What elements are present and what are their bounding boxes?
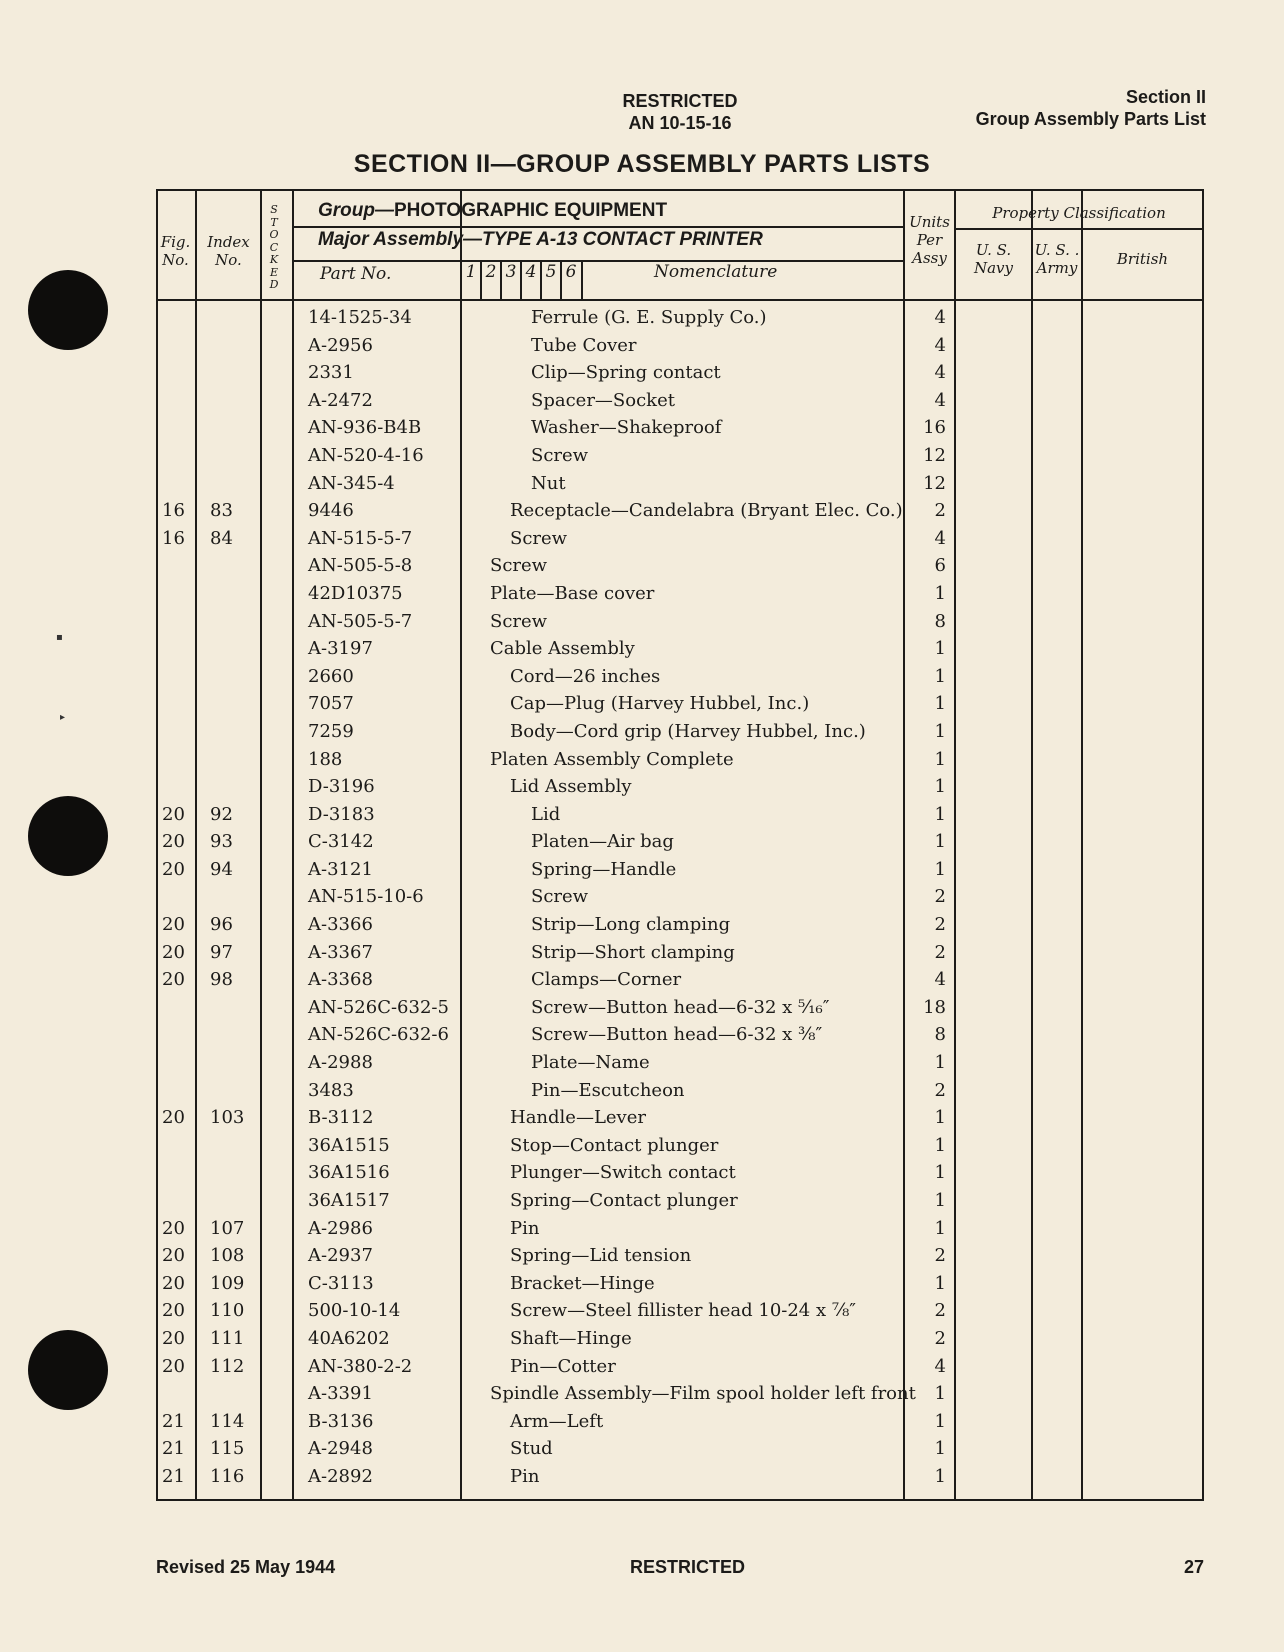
units-cell: 1	[934, 1162, 946, 1184]
units-cell: 4	[934, 1355, 946, 1377]
part-number-cell: A-3391	[308, 1383, 373, 1405]
nomenclature-cell: Plunger—Switch contact	[510, 1162, 736, 1184]
part-number-cell: AN-526C-632-5	[308, 996, 449, 1018]
nomenclature-cell: Washer—Shakeproof	[531, 417, 722, 439]
nomenclature-cell: Body—Cord grip (Harvey Hubbel, Inc.)	[510, 720, 866, 742]
us-army-heading: U. S. . Army	[1034, 241, 1080, 277]
nomenclature-cell: Lid	[531, 803, 561, 825]
print-mark: ▪	[56, 632, 63, 643]
fig-cell: 16	[162, 527, 185, 549]
table-row	[0, 1380, 1284, 1408]
stocked-heading: S T O C K E D	[269, 203, 279, 291]
fig-cell: 20	[162, 1107, 185, 1129]
part-number-cell: 2660	[308, 665, 354, 687]
group-heading: Group—PHOTOGRAPHIC EQUIPMENT	[318, 200, 668, 221]
units-cell: 4	[934, 307, 946, 328]
major-assembly-heading: Major Assembly—TYPE A-13 CONTACT PRINTER	[318, 229, 763, 250]
fig-cell: 20	[162, 1327, 185, 1349]
nomenclature-cell: Screw—Button head—6-32 x ³⁄₈″	[531, 1024, 823, 1046]
table-row	[0, 746, 1284, 774]
units-cell: 1	[934, 1410, 946, 1432]
fig-cell: 20	[162, 941, 185, 963]
units-cell: 16	[923, 417, 946, 439]
units-cell: 1	[934, 831, 946, 853]
table-row	[0, 1104, 1284, 1132]
index-cell: 108	[210, 1245, 245, 1267]
british-heading: British	[1116, 250, 1169, 268]
units-cell: 12	[923, 472, 946, 494]
digit-heading: 4	[525, 262, 537, 282]
nomenclature-cell: Screw—Steel fillister head 10-24 x ⁷⁄₈″	[510, 1300, 857, 1322]
footer-revision: Revised 25 May 1944	[156, 1557, 336, 1577]
table-row	[0, 552, 1284, 580]
part-number-cell: AN-515-10-6	[308, 886, 424, 908]
table-row	[0, 1159, 1284, 1187]
units-cell: 4	[934, 969, 946, 991]
fig-cell: 21	[162, 1410, 185, 1432]
fig-cell: 21	[162, 1465, 185, 1487]
part-number-cell: AN-380-2-2	[308, 1355, 413, 1377]
table-row	[0, 994, 1284, 1022]
part-number-cell: 9446	[308, 500, 354, 522]
fig-cell: 20	[162, 858, 185, 880]
units-cell: 12	[923, 444, 946, 466]
digit-heading: 5	[545, 262, 557, 282]
part-number-cell: 14-1525-34	[308, 307, 412, 328]
nomenclature-cell: Pin	[510, 1217, 540, 1239]
header-section	[976, 86, 1206, 130]
table-row	[0, 635, 1284, 663]
table-row	[0, 414, 1284, 442]
table-row	[0, 1215, 1284, 1243]
table-row	[0, 939, 1284, 967]
nomenclature-cell: Spacer—Socket	[531, 389, 675, 411]
part-number-cell: D-3183	[308, 803, 375, 825]
fig-cell: 20	[162, 914, 185, 936]
units-cell: 1	[934, 776, 946, 798]
part-number-cell: A-2986	[308, 1217, 373, 1239]
units-cell: 1	[934, 803, 946, 825]
nomenclature-cell: Ferrule (G. E. Supply Co.)	[531, 307, 767, 328]
units-cell: 4	[934, 362, 946, 384]
part-number-cell: 36A1515	[308, 1134, 390, 1156]
index-cell: 114	[210, 1410, 245, 1432]
part-number-cell: 36A1516	[308, 1162, 390, 1184]
header-classification	[560, 90, 800, 134]
part-number-cell: B-3136	[308, 1410, 374, 1432]
nomenclature-cell: Screw	[531, 886, 589, 908]
table-row	[0, 332, 1284, 360]
units-cell: 1	[934, 1107, 946, 1129]
header-section-title: Group Assembly Parts List	[975, 109, 1206, 129]
table-row	[0, 1132, 1284, 1160]
index-cell: 112	[210, 1355, 245, 1377]
units-cell: 2	[934, 914, 946, 936]
fig-cell: 20	[162, 1245, 185, 1267]
fig-cell: 20	[162, 1272, 185, 1294]
fig-cell: 20	[162, 969, 185, 991]
digit-heading: 3	[505, 262, 517, 282]
fig-cell: 20	[162, 1300, 185, 1322]
units-cell: 1	[934, 1383, 946, 1405]
nomenclature-heading: Nomenclature	[654, 262, 778, 282]
part-number-cell: AN-526C-632-6	[308, 1024, 449, 1046]
index-cell: 115	[210, 1438, 245, 1460]
table-row	[0, 828, 1284, 856]
units-cell: 1	[934, 858, 946, 880]
nomenclature-cell: Tube Cover	[531, 334, 637, 356]
part-number-cell: AN-515-5-7	[308, 527, 413, 549]
part-number-cell: A-2892	[308, 1465, 373, 1487]
part-number-cell: A-3367	[308, 941, 373, 963]
part-number-cell: 36A1517	[308, 1190, 390, 1211]
fig-cell: 20	[162, 1355, 185, 1377]
header-section-number: Section II	[1125, 87, 1206, 107]
nomenclature-cell: Platen Assembly Complete	[490, 748, 734, 770]
part-number-cell: 7057	[308, 693, 354, 715]
part-number-cell: A-2956	[308, 334, 373, 356]
nomenclature-cell: Spindle Assembly—Film spool holder left front	[490, 1383, 916, 1405]
part-number-cell: A-3368	[308, 969, 373, 991]
units-cell: 1	[934, 1465, 946, 1487]
nomenclature-cell: Bracket—Hinge	[510, 1272, 655, 1294]
table-row	[0, 580, 1284, 608]
table-row	[0, 718, 1284, 746]
table-row	[0, 1270, 1284, 1298]
table-row	[0, 497, 1284, 525]
part-number-cell: 40A6202	[308, 1327, 390, 1349]
part-number-cell: A-3197	[308, 638, 373, 660]
units-cell: 1	[934, 1134, 946, 1156]
nomenclature-cell: Plate—Name	[531, 1052, 650, 1074]
property-classification-heading: Property Classification	[992, 204, 1166, 222]
units-cell: 1	[934, 582, 946, 604]
index-cell: 84	[210, 527, 233, 549]
index-cell: 110	[210, 1300, 245, 1322]
table-row	[0, 387, 1284, 415]
rule	[292, 260, 903, 262]
part-number-cell: 3483	[308, 1079, 354, 1101]
table-row	[0, 1435, 1284, 1463]
nomenclature-cell: Screw	[490, 610, 548, 632]
nomenclature-cell: Strip—Short clamping	[531, 941, 735, 963]
part-number-cell: 7259	[308, 720, 354, 742]
units-cell: 2	[934, 941, 946, 963]
rule	[156, 299, 1204, 301]
table-row	[0, 1353, 1284, 1381]
rule	[954, 228, 1202, 230]
units-cell: 1	[934, 1190, 946, 1211]
part-number-cell: 188	[308, 748, 343, 770]
nomenclature-cell: Spring—Contact plunger	[510, 1190, 738, 1211]
units-cell: 2	[934, 886, 946, 908]
part-number-cell: A-2948	[308, 1438, 373, 1460]
units-cell: 18	[923, 996, 946, 1018]
nomenclature-cell: Screw	[510, 527, 568, 549]
part-number-cell: 42D10375	[308, 582, 403, 604]
index-cell: 111	[210, 1327, 245, 1349]
units-cell: 4	[934, 527, 946, 549]
units-cell: 2	[934, 1245, 946, 1267]
nomenclature-cell: Spring—Handle	[531, 858, 677, 880]
print-mark: ▸	[60, 712, 66, 723]
table-row	[0, 608, 1284, 636]
units-cell: 1	[934, 1272, 946, 1294]
part-number-cell: AN-345-4	[308, 472, 395, 494]
table-row	[0, 1297, 1284, 1325]
part-number-cell: AN-936-B4B	[308, 417, 422, 439]
nomenclature-cell: Handle—Lever	[510, 1107, 646, 1129]
table-row	[0, 883, 1284, 911]
index-cell: 116	[210, 1465, 245, 1487]
nomenclature-cell: Cord—26 inches	[510, 665, 661, 687]
table-row	[0, 1021, 1284, 1049]
nomenclature-cell: Spring—Lid tension	[510, 1245, 692, 1267]
table-row	[0, 1325, 1284, 1353]
units-cell: 2	[934, 1079, 946, 1101]
index-cell: 94	[210, 858, 233, 880]
table-row	[0, 966, 1284, 994]
table-row	[0, 304, 1284, 332]
units-cell: 2	[934, 1327, 946, 1349]
table-row	[0, 1049, 1284, 1077]
units-cell: 8	[934, 1024, 946, 1046]
part-number-cell: C-3113	[308, 1272, 374, 1294]
nomenclature-cell: Cable Assembly	[490, 638, 635, 660]
units-cell: 1	[934, 1438, 946, 1460]
fig-no-heading: Fig. No.	[160, 233, 191, 269]
fig-cell: 20	[162, 831, 185, 853]
units-cell: 4	[934, 334, 946, 356]
nomenclature-cell: Clamps—Corner	[531, 969, 682, 991]
units-cell: 1	[934, 1052, 946, 1074]
index-cell: 97	[210, 941, 233, 963]
table-row	[0, 690, 1284, 718]
header-restricted: RESTRICTED	[622, 91, 738, 111]
table-row	[0, 1408, 1284, 1436]
nomenclature-cell: Pin	[510, 1465, 540, 1487]
part-number-cell: A-3121	[308, 858, 373, 880]
part-number-cell: A-2988	[308, 1052, 373, 1074]
fig-cell: 20	[162, 1217, 185, 1239]
rule	[581, 262, 583, 299]
fig-cell: 20	[162, 803, 185, 825]
index-cell: 109	[210, 1272, 245, 1294]
nomenclature-cell: Nut	[531, 472, 566, 494]
nomenclature-cell: Receptacle—Candelabra (Bryant Elec. Co.)	[510, 500, 903, 522]
nomenclature-cell: Screw	[490, 555, 548, 577]
nomenclature-cell: Cap—Plug (Harvey Hubbel, Inc.)	[510, 693, 810, 715]
units-cell: 1	[934, 1217, 946, 1239]
units-cell: 1	[934, 665, 946, 687]
index-cell: 83	[210, 500, 233, 522]
part-number-cell: AN-520-4-16	[308, 444, 424, 466]
header-doc-number: AN 10-15-16	[628, 113, 732, 133]
index-cell: 107	[210, 1217, 245, 1239]
units-per-assy-heading: Units Per Assy	[909, 213, 950, 267]
index-no-heading: Index No.	[207, 233, 250, 269]
table-row	[0, 1187, 1284, 1215]
group-value: PHOTOGRAPHIC EQUIPMENT	[394, 200, 668, 221]
index-cell: 92	[210, 803, 233, 825]
table-row	[0, 359, 1284, 387]
table-row	[0, 442, 1284, 470]
nomenclature-cell: Lid Assembly	[510, 776, 632, 798]
table-row	[0, 856, 1284, 884]
part-number-cell: AN-505-5-8	[308, 555, 413, 577]
nomenclature-cell: Platen—Air bag	[531, 831, 674, 853]
rule	[292, 226, 903, 228]
major-assembly-value: TYPE A-13 CONTACT PRINTER	[482, 229, 763, 250]
nomenclature-cell: Shaft—Hinge	[510, 1327, 632, 1349]
units-cell: 4	[934, 389, 946, 411]
nomenclature-cell: Stud	[510, 1438, 553, 1460]
nomenclature-cell: Pin—Escutcheon	[531, 1079, 685, 1101]
nomenclature-cell: Strip—Long clamping	[531, 914, 731, 936]
part-number-cell: D-3196	[308, 776, 375, 798]
part-number-cell: AN-505-5-7	[308, 610, 413, 632]
table-row	[0, 773, 1284, 801]
part-number-cell: C-3142	[308, 831, 374, 853]
nomenclature-cell: Clip—Spring contact	[531, 362, 721, 384]
index-cell: 103	[210, 1107, 245, 1129]
part-number-cell: B-3112	[308, 1107, 374, 1129]
nomenclature-cell: Screw	[531, 444, 589, 466]
units-cell: 2	[934, 1300, 946, 1322]
nomenclature-cell: Screw—Button head—6-32 x ⁵⁄₁₆″	[531, 996, 830, 1018]
table-row	[0, 1242, 1284, 1270]
part-number-cell: A-3366	[308, 914, 373, 936]
units-cell: 1	[934, 748, 946, 770]
part-number-cell: 2331	[308, 362, 354, 384]
digit-heading: 2	[485, 262, 497, 282]
table-row	[0, 801, 1284, 829]
index-cell: 93	[210, 831, 233, 853]
units-cell: 2	[934, 500, 946, 522]
part-no-heading: Part No.	[320, 264, 392, 284]
parts-rows	[0, 304, 1284, 1491]
units-cell: 1	[934, 638, 946, 660]
index-cell: 98	[210, 969, 233, 991]
digit-heading: 6	[565, 262, 577, 282]
table-row	[0, 470, 1284, 498]
us-navy-heading: U. S. Navy	[973, 241, 1014, 277]
table-row	[0, 911, 1284, 939]
nomenclature-cell: Arm—Left	[510, 1410, 604, 1432]
part-number-cell: 500-10-14	[308, 1300, 401, 1322]
page-number: 27	[1184, 1557, 1205, 1577]
fig-cell: 21	[162, 1438, 185, 1460]
digit-heading: 1	[465, 262, 477, 282]
units-cell: 8	[934, 610, 946, 632]
fig-cell: 16	[162, 500, 185, 522]
part-number-cell: A-2472	[308, 389, 373, 411]
table-row	[0, 663, 1284, 691]
index-cell: 96	[210, 914, 233, 936]
nomenclature-cell: Pin—Cotter	[510, 1355, 616, 1377]
part-number-cell: A-2937	[308, 1245, 373, 1267]
table-row	[0, 1463, 1284, 1491]
table-row	[0, 525, 1284, 553]
page-title: SECTION II—GROUP ASSEMBLY PARTS LISTS	[353, 150, 931, 178]
nomenclature-cell: Plate—Base cover	[490, 582, 655, 604]
units-cell: 6	[934, 555, 946, 577]
units-cell: 1	[934, 720, 946, 742]
units-cell: 1	[934, 693, 946, 715]
table-row	[0, 1077, 1284, 1105]
nomenclature-cell: Stop—Contact plunger	[510, 1134, 719, 1156]
footer-classification: RESTRICTED	[630, 1557, 746, 1577]
